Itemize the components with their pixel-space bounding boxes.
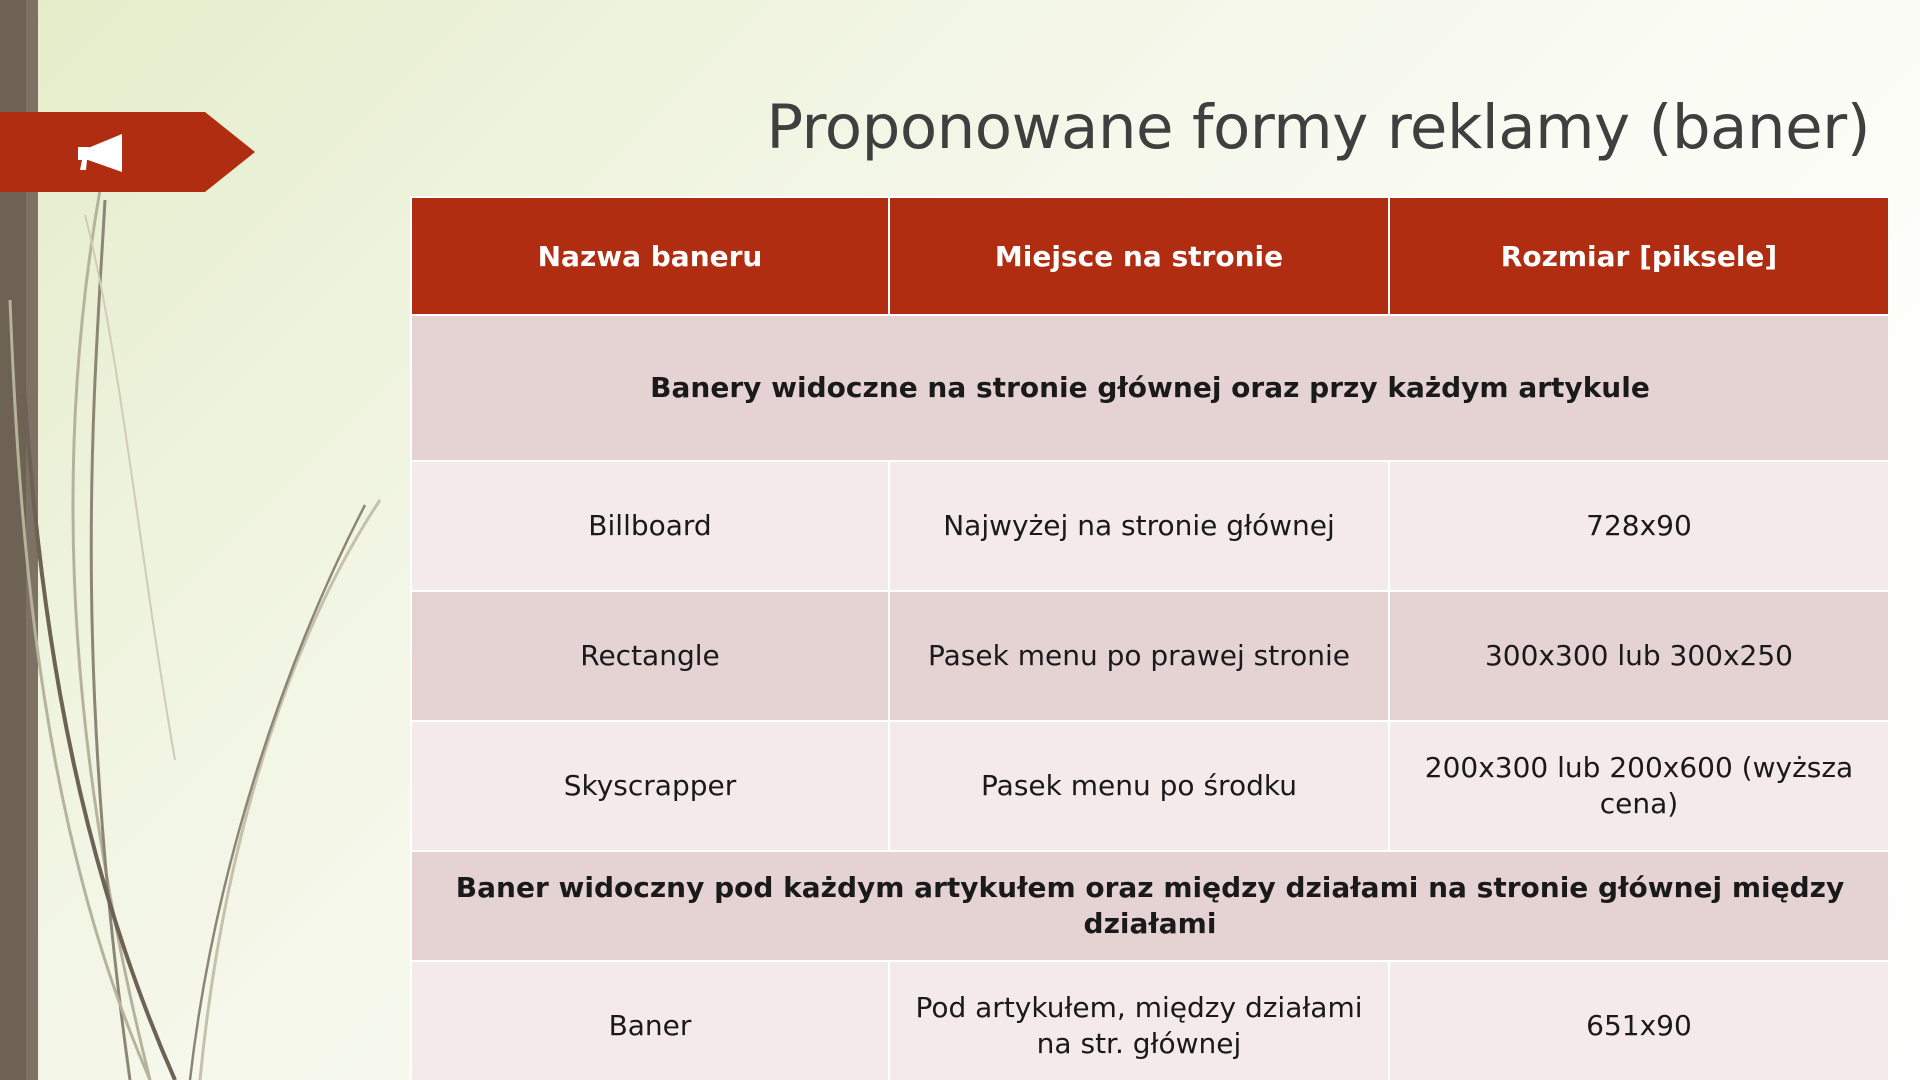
table-row <box>411 461 1889 591</box>
banner-table-wrapper <box>410 196 1854 1080</box>
cell-size: 200x300 lub 200x600 (wyższa cena) <box>1389 721 1889 851</box>
megaphone-icon <box>70 130 130 174</box>
table-header <box>411 197 1889 315</box>
cell-place: Pasek menu po środku <box>889 721 1389 851</box>
table-header-row <box>411 197 1889 315</box>
arrow-banner <box>0 112 255 192</box>
table-row <box>411 961 1889 1080</box>
section-heading-row <box>411 315 1889 461</box>
section-heading: Banery widoczne na stronie głównej oraz przy każdym artykule <box>411 315 1889 461</box>
section-heading-row <box>411 851 1889 961</box>
cell-name: Skyscrapper <box>411 721 889 851</box>
banner-table <box>410 196 1890 1080</box>
table-row <box>411 591 1889 721</box>
section-heading: Baner widoczny pod każdym artykułem oraz między działami na stronie głównej między działami <box>411 851 1889 961</box>
column-header-name: Nazwa baneru <box>411 197 889 315</box>
cell-name: Baner <box>411 961 889 1080</box>
cell-place: Pod artykułem, między działami na str. głównej <box>889 961 1389 1080</box>
table-body <box>411 315 1889 1080</box>
cell-place: Pasek menu po prawej stronie <box>889 591 1389 721</box>
cell-place: Najwyżej na stronie głównej <box>889 461 1389 591</box>
cell-size: 651x90 <box>1389 961 1889 1080</box>
page-title: Proponowane formy reklamy (baner) <box>766 92 1870 163</box>
cell-name: Billboard <box>411 461 889 591</box>
column-header-place: Miejsce na stronie <box>889 197 1389 315</box>
cell-size: 728x90 <box>1389 461 1889 591</box>
cell-name: Rectangle <box>411 591 889 721</box>
cell-size: 300x300 lub 300x250 <box>1389 591 1889 721</box>
column-header-size: Rozmiar [piksele] <box>1389 197 1889 315</box>
table-row <box>411 721 1889 851</box>
